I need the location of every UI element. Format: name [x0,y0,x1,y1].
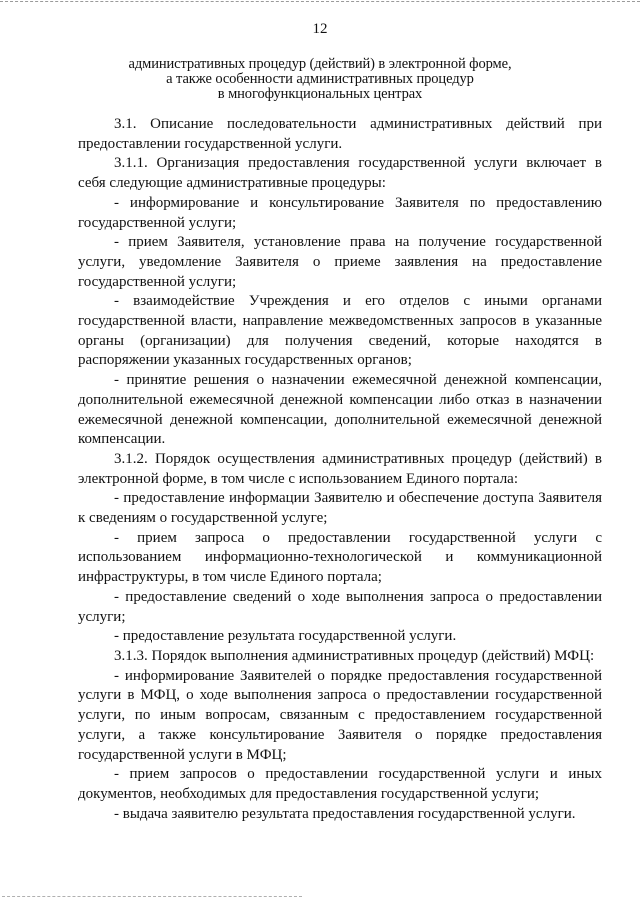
list-item: - информирование и консультирование Заявителя по предоставлению государственной услуги; [78,194,602,231]
heading-line: административных процедур (действий) в электронной форме, [128,56,512,72]
list-item: - принятие решения о назначении ежемесячной денежной компенсации, дополнительной ежемесячной денежной компенсации либо отказ в назначении ежемесячной денежной компенсации, дополнительной ежемесячной денежной компенсации. [78,372,602,448]
page-number: 12 [312,21,328,37]
top-edge-rule [0,1,640,2]
paragraph-3-1-2: 3.1.2. Порядок осуществления административных процедур (действий) в электронной форме, в том числе с использованием Единого портала: [78,450,602,487]
paragraph-3-1-1: 3.1.1. Организация предоставления государственной услуги включает в себя следующие административные процедуры: [78,155,602,192]
heading-line: в многофункциональных центрах [217,86,423,102]
list-item: - предоставление информации Заявителю и обеспечение доступа Заявителя к сведениям о государственной услуге; [78,490,602,527]
list-item: - информирование Заявителей о порядке предоставления государственной услуги в МФЦ, о ходе выполнения запроса о предоставлении государственной услуги, по иным вопросам, связанным с предоставлением государственной услуги, а также консультирование Заявителя о порядке предоставления государственной услуги в МФЦ; [78,667,602,763]
list-item: - предоставление сведений о ходе выполнения запроса о предоставлении услуги; [78,588,602,625]
list-item: - прием Заявителя, установление права на получение государственной услуги, уведомление Заявителя о приеме заявления на предоставление государственной услуги; [78,234,602,290]
list-item: - прием запроса о предоставлении государственной услуги с использованием информационно-технологической и коммуникационной инфраструктуры, в том числе Единого портала; [78,529,602,586]
list-item: - выдача заявителю результата предоставления государственной услуги. [114,805,576,822]
heading-line: а также особенности административных процедур [166,71,474,87]
paragraph-3-1-3: 3.1.3. Порядок выполнения административных процедур (действий) МФЦ: [114,647,595,664]
document-body [78,115,602,824]
section-heading [60,57,580,102]
bottom-edge-rule [2,896,302,897]
list-item: - взаимодействие Учреждения и его отделов с иными органами государственной власти, направление межведомственных запросов в указанные органы (организации) для получения сведений, которые находятся в распоряжении указанных государственных органов; [78,293,602,369]
list-item: - прием запросов о предоставлении государственной услуги и иных документов, необходимых для предоставления государственной услуги; [78,766,602,802]
list-item: - предоставление результата государственной услуги. [114,628,457,645]
paragraph-3-1: 3.1. Описание последовательности административных действий при предоставлении государственной услуги. [78,116,602,152]
